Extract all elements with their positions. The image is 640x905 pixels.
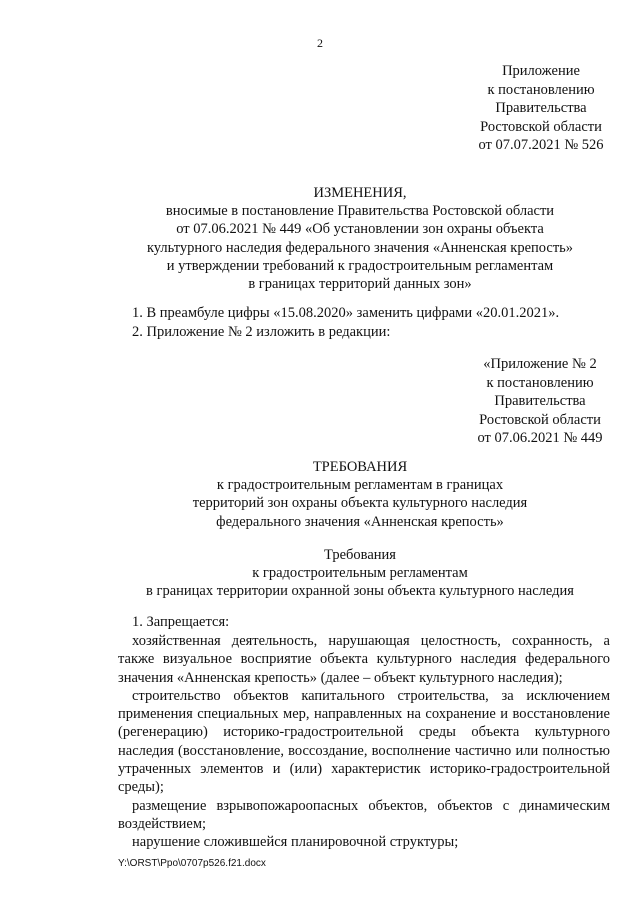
item-preamble: 1. В преамбуле цифры «15.08.2020» заменить цифрами «20.01.2021». [132,305,560,321]
changes-line: и утверждении требований к градостроительным регламентам [166,257,554,274]
prohibited-heading: 1. Запрещается: [132,614,230,630]
page-number: 2 [317,36,323,50]
list-item: нарушение сложившейся планировочной структуры; [132,834,459,851]
changes-title: ИЗМЕНЕНИЯ, [313,185,407,201]
requirements-title: ТРЕБОВАНИЯ [312,459,408,475]
changes-heading [0,184,640,293]
appendix-header-line: от 07.07.2021 № 526 [478,137,604,153]
appendix-header [448,62,634,155]
requirements-sub-line: к градостроительным регламентам [252,565,468,582]
requirements-sub-line: в границах территории охранной зоны объекта культурного наследия [146,583,574,600]
appendix-2-header [447,355,633,448]
appendix-header-line: Правительства [495,100,587,116]
appendix-header-line: Ростовской области [480,118,602,135]
changes-line: в границах территорий данных зон» [248,276,472,293]
requirements-subheading [0,546,640,601]
requirements-heading [0,458,640,531]
changes-line: вносимые в постановление Правительства Ростовской области [165,203,555,220]
appendix-2-line: от 07.06.2021 № 449 [477,430,603,446]
requirements-sub-title: Требования [324,547,396,563]
footer-file-path: Y:\ORST\Ppo\0707p526.f21.docx [118,858,266,869]
appendix-2-line: Правительства [494,393,586,409]
requirements-line: федерального значения «Анненская крепость» [216,513,504,530]
item-appendix-2: 2. Приложение № 2 изложить в редакции: [132,324,391,340]
prohibited-list [118,632,610,852]
list-item: строительство объектов капитального строительства, за исключением применения специальных мер, направленных на сохранение и восстановление (регенерацию) историко-градостроительной среды объекта культурного наследия (восстановление, воссоздание, восполнение частично или полностью утраченных элементов и (или) характеристик историко-градостроительной среды); [118,687,610,796]
list-item: хозяйственная деятельность, нарушающая целостность, сохранность, а также визуальное восприятие объекта культурного наследия федерального значения «Анненская крепость» (далее – объект культурного наследия); [118,633,610,686]
appendix-2-line: к постановлению [486,374,594,391]
appendix-2-line: «Приложение № 2 [483,356,597,372]
list-item: размещение взрывопожароопасных объектов, объектов с динамическим воздействием; [118,797,610,832]
changes-line: от 07.06.2021 № 449 «Об установлении зон охраны объекта [176,221,544,238]
appendix-header-line: Приложение [502,63,580,79]
appendix-2-line: Ростовской области [479,411,601,428]
changes-line: культурного наследия федерального значения «Анненская крепость» [146,239,574,256]
requirements-line: территорий зон охраны объекта культурного наследия [192,495,528,512]
appendix-header-line: к постановлению [487,81,595,98]
requirements-line: к градостроительным регламентам в границах [216,477,504,494]
